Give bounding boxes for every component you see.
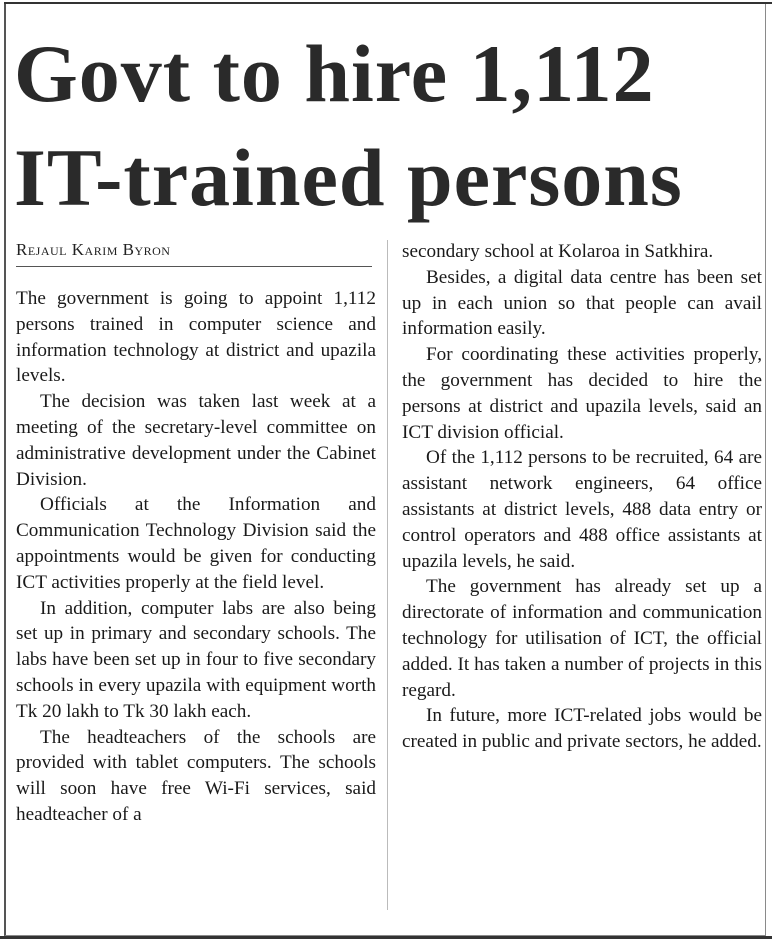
paragraph: The headteachers of the schools are provided with tablet computers. The schools will soon have free Wi-Fi services, said headteacher of a — [16, 726, 376, 825]
headline: Govt to hire 1,112 IT-trained persons — [14, 28, 683, 223]
paragraph: secondary school at Kolaroa in Satkhira. — [402, 241, 714, 262]
paragraph: In future, more ICT-related jobs would be created in public and private sectors, he added. — [402, 705, 762, 753]
paragraph: For coordinating these activities properly, the government has decided to hire the persons at district and upazila levels, said an ICT division official. — [402, 344, 762, 443]
paragraph: The government is going to appoint 1,112 persons trained in computer science and information technology at district and upazila levels. — [16, 288, 376, 387]
paragraph: The decision was taken last week at a meeting of the secretary-level committee on administrative development under the Cabinet Division. — [16, 391, 376, 490]
paragraph: Officials at the Information and Communication Technology Division said the appointments would be given for conducting ICT activities properly at the field level. — [16, 494, 376, 593]
article-left-column — [16, 286, 376, 828]
paragraph: Of the 1,112 persons to be recruited, 64 are assistant network engineers, 64 office assistants at district levels, 488 data entry or control operators and 488 office assistants at upazila levels, he said. — [402, 447, 762, 572]
top-rule — [4, 2, 772, 4]
paragraph: The government has already set up a directorate of information and communication technology for utilisation of ICT, the official added. It has taken a number of projects in this regard. — [402, 576, 762, 701]
byline: Rejaul Karim Byron — [16, 240, 372, 267]
column-divider — [387, 240, 388, 910]
paragraph: In addition, computer labs are also being set up in primary and secondary schools. The labs have been set up in four to five secondary schools in every upazila with equipment worth Tk 20 lakh to Tk 30 lakh each. — [16, 597, 376, 722]
article-right-column — [402, 239, 762, 755]
bottom-rule — [0, 936, 772, 939]
paragraph: Besides, a digital data centre has been set up in each union so that people can avail information easily. — [402, 266, 762, 340]
